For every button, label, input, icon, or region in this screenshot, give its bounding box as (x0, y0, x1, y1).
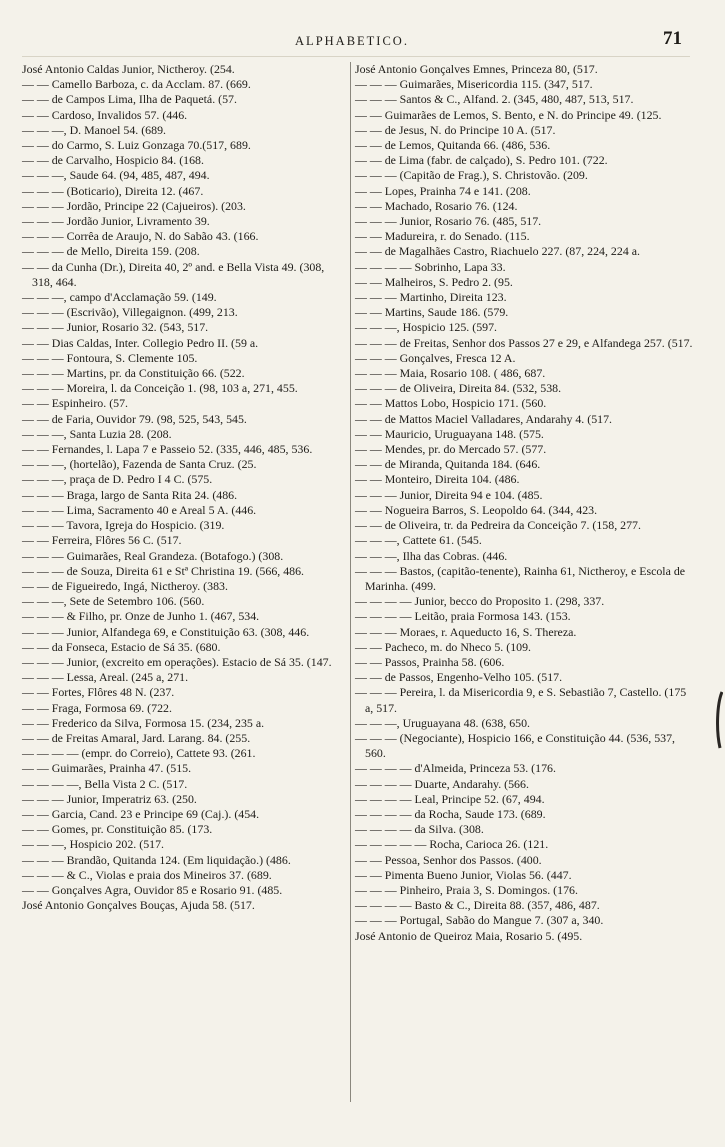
directory-entry: — — Mendes, pr. do Mercado 57. (577. (355, 442, 547, 457)
directory-entry: José Antonio de Queiroz Maia, Rosario 5. (495. (355, 928, 583, 943)
directory-entry: — — Passos, Prainha 58. (606. (355, 654, 505, 669)
directory-entry: — — Fernandes, l. Lapa 7 e Passeio 52. (335, 446, 485, 536. (22, 442, 313, 457)
directory-entry: — — Garcia, Cand. 23 e Principe 69 (Caj.). (454. (22, 806, 260, 821)
directory-entry: — — —, Santa Luzia 28. (208. (22, 426, 172, 441)
right-column (355, 62, 695, 944)
directory-entry: — — —, Hospicio 125. (597. (355, 320, 498, 335)
directory-entry: — — Martins, Saude 186. (579. (355, 305, 509, 320)
directory-entry: — — Pimenta Bueno Junior, Violas 56. (447. (355, 867, 572, 882)
directory-entry: — — — — (empr. do Correio), Cattete 93. (261. (22, 746, 256, 761)
directory-entry: — — — Maia, Rosario 108. ( 486, 687. (355, 366, 546, 381)
directory-entry: — — — — Basto & C., Direita 88. (357, 486, 487. (355, 898, 600, 913)
directory-entry: — — Espinheiro. (57. (22, 396, 129, 411)
directory-entry: — — Mattos Lobo, Hospicio 171. (560. (355, 396, 547, 411)
directory-entry: — — — Guimarães, Real Grandeza. (Botafogo.) (308. (22, 548, 284, 563)
column-divider (350, 62, 351, 1102)
directory-entry: — — Madureira, r. do Senado. (115. (355, 229, 530, 244)
directory-entry: — — da Cunha (Dr.), Direita 40, 2º and. e Bella Vista 49. (308, 318, 464. (22, 259, 325, 289)
directory-entry: — — — (Boticario), Direita 12. (467. (22, 183, 204, 198)
directory-entry: — — — Jordão, Principe 22 (Cajueiros). (203. (22, 198, 246, 213)
directory-entry: — — — Guimarães, Misericordia 115. (347, 517. (355, 77, 593, 92)
directory-entry: — — de Figueiredo, Ingá, Nictheroy. (383. (22, 578, 228, 593)
directory-entry: — — Gomes, pr. Constituição 85. (173. (22, 822, 213, 837)
directory-entry: — — do Carmo, S. Luiz Gonzaga 70.(517, 689. (22, 138, 251, 153)
directory-entry: — — — Moreira, l. da Conceição 1. (98, 103 a, 271, 455. (22, 381, 298, 396)
directory-entry: — — — de Souza, Direita 61 e Stª Christina 19. (566, 486. (22, 563, 305, 578)
directory-entry: — — — Braga, largo de Santa Rita 24. (486. (22, 487, 238, 502)
directory-entry: — — — Gonçalves, Fresca 12 A. (355, 350, 516, 365)
directory-entry: — — — — Leitão, praia Formosa 143. (153. (355, 609, 571, 624)
directory-entry: — — —, Saude 64. (94, 485, 487, 494. (22, 168, 210, 183)
directory-entry: — — — Pereira, l. da Misericordia 9, e S. Sebastião 7, Castello. (175 a, 517. (355, 685, 687, 715)
directory-entry: — — — Junior, Direita 94 e 104. (485. (355, 487, 543, 502)
directory-entry: — — —, Hospicio 202. (517. (22, 837, 165, 852)
directory-entry: — — da Fonseca, Estacio de Sá 35. (680. (22, 639, 221, 654)
directory-entry: — — — — d'Almeida, Princeza 53. (176. (355, 761, 556, 776)
running-title: ALPHABETICO. (295, 34, 409, 48)
directory-entry: — — Machado, Rosario 76. (124. (355, 198, 518, 213)
directory-entry: — — de Miranda, Quitanda 184. (646. (355, 457, 541, 472)
directory-entry: — — — — — Rocha, Carioca 26. (121. (355, 837, 549, 852)
directory-entry: — — Ferreira, Flôres 56 C. (517. (22, 533, 182, 548)
directory-entry: — — —, D. Manoel 54. (689. (22, 122, 166, 137)
directory-entry: — — Pacheco, m. do Nheco 5. (109. (355, 639, 532, 654)
directory-entry: — — — Portugal, Sabão do Mangue 7. (307 a, 340. (355, 913, 604, 928)
directory-entry: — — — Lima, Sacramento 40 e Areal 5 A. (446. (22, 502, 257, 517)
directory-entry: — — — Junior, (excreito em operações). Estacio de Sá 35. (147. (22, 654, 332, 669)
directory-entry: — — — — Leal, Principe 52. (67, 494. (355, 791, 545, 806)
directory-entry: — — — Lessa, Areal. (245 a, 271. (22, 670, 189, 685)
directory-entry: — — de Campos Lima, Ilha de Paquetá. (57. (22, 92, 237, 107)
directory-entry: — — — Tavora, Igreja do Hospicio. (319. (22, 518, 225, 533)
directory-entry: — — Frederico da Silva, Formosa 15. (234, 235 a. (22, 715, 265, 730)
directory-entry: — — — Moraes, r. Aqueducto 16, S. Thereza. (355, 624, 577, 639)
directory-entry: — — — Junior, Rosario 32. (543, 517. (22, 320, 209, 335)
directory-entry: — — — Martinho, Direita 123. (355, 290, 507, 305)
directory-entry: — — — & C., Violas e praia dos Mineiros 37. (689. (22, 867, 272, 882)
directory-entry: — — Lopes, Prainha 74 e 141. (208. (355, 183, 531, 198)
directory-entry: — — — Pinheiro, Praia 3, S. Domingos. (176. (355, 882, 578, 897)
directory-entry: — — — Junior, Rosario 76. (485, 517. (355, 214, 542, 229)
directory-entry: — — — (Capitão de Frag.), S. Christovão. (209. (355, 168, 588, 183)
directory-entry: — — de Mattos Maciel Valladares, Andarahy 4. (517. (355, 411, 613, 426)
directory-entry: — — —, Sete de Setembro 106. (560. (22, 594, 205, 609)
directory-entry: — — — — da Rocha, Saude 173. (689. (355, 806, 546, 821)
directory-entry: — — —, Ilha das Cobras. (446. (355, 548, 508, 563)
directory-entry: — — — de Freitas, Senhor dos Passos 27 e 29, e Alfandega 257. (517. (355, 335, 693, 350)
directory-entry: — — de Oliveira, tr. da Pedreira da Conceição 7. (158, 277. (355, 518, 641, 533)
directory-entry: — — — & Filho, pr. Onze de Junho 1. (467, 534. (22, 609, 260, 624)
directory-entry: — — Mauricio, Uruguayana 148. (575. (355, 426, 544, 441)
directory-entry: — — Gonçalves Agra, Ouvidor 85 e Rosario 91. (485. (22, 882, 283, 897)
directory-entry: — — —, (hortelão), Fazenda de Santa Cruz. (25. (22, 457, 257, 472)
directory-entry: — — — Santos & C., Alfand. 2. (345, 480, 487, 513, 517. (355, 92, 634, 107)
directory-entry: — — de Freitas Amaral, Jard. Larang. 84. (255. (22, 730, 251, 745)
directory-entry: — — Camello Barboza, c. da Acclam. 87. (669. (22, 77, 251, 92)
directory-entry: — — —, praça de D. Pedro I 4 C. (575. (22, 472, 213, 487)
directory-entry: — — — —, Bella Vista 2 C. (517. (22, 776, 188, 791)
directory-entry: — — — Junior, Imperatriz 63. (250. (22, 791, 197, 806)
directory-entry: — — Monteiro, Direita 104. (486. (355, 472, 520, 487)
directory-entry: — — — Brandão, Quitanda 124. (Em liquidação.) (486. (22, 852, 291, 867)
directory-entry: — — — de Mello, Direita 159. (208. (22, 244, 200, 259)
header-rule (22, 56, 690, 57)
page-number: 71 (663, 28, 682, 49)
directory-entry: — — de Passos, Engenho-Velho 105. (517. (355, 670, 563, 685)
directory-entry: — — Cardoso, Invalidos 57. (446. (22, 107, 188, 122)
directory-entry: — — de Faria, Ouvidor 79. (98, 525, 543, 545. (22, 411, 247, 426)
directory-entry: — — de Magalhães Castro, Riachuelo 227. (87, 224, 224 a. (355, 244, 640, 259)
directory-entry: — — — Bastos, (capitão-tenente), Rainha 61, Nictheroy, e Escola de Marinha. (499. (355, 563, 686, 593)
directory-entry: — — — — Sobrinho, Lapa 33. (355, 259, 506, 274)
directory-entry: — — — — da Silva. (308. (355, 822, 484, 837)
directory-entry: — — — Corrêa de Araujo, N. do Sabão 43. (166. (22, 229, 259, 244)
directory-entry: — — — de Oliveira, Direita 84. (532, 538. (355, 381, 562, 396)
directory-entry: — — Fraga, Formosa 69. (722. (22, 700, 172, 715)
directory-entry: — — — Jordão Junior, Livramento 39. (22, 214, 210, 229)
directory-entry: — — de Jesus, N. do Principe 10 A. (517. (355, 122, 556, 137)
directory-entry: — — Guimarães de Lemos, S. Bento, e N. do Principe 49. (125. (355, 107, 662, 122)
page-header (22, 30, 682, 52)
directory-entry: — — — Fontoura, S. Clemente 105. (22, 350, 198, 365)
directory-entry: — — —, campo d'Acclamação 59. (149. (22, 290, 217, 305)
directory-entry: — — —, Cattete 61. (545. (355, 533, 482, 548)
directory-entry: — — — Junior, Alfandega 69, e Constituição 63. (308, 446. (22, 624, 310, 639)
directory-entry: José Antonio Gonçalves Emnes, Princeza 80, (517. (355, 62, 598, 76)
directory-entry: — — de Carvalho, Hospicio 84. (168. (22, 153, 204, 168)
directory-entry: — — — (Escrivão), Villegaignon. (499, 213. (22, 305, 238, 320)
directory-entry: — — — — Duarte, Andarahy. (566. (355, 776, 529, 791)
directory-entry: — — de Lima (fabr. de calçado), S. Pedro 101. (722. (355, 153, 608, 168)
directory-entry: — — de Lemos, Quitanda 66. (486, 536. (355, 138, 551, 153)
directory-entry: — — Dias Caldas, Inter. Collegio Pedro II. (59 a. (22, 335, 259, 350)
directory-entry: — — —, Uruguayana 48. (638, 650. (355, 715, 531, 730)
page-edge-shadow (713, 690, 723, 750)
directory-entry: — — Nogueira Barros, S. Leopoldo 64. (344, 423. (355, 502, 598, 517)
directory-entry: — — — Martins, pr. da Constituição 66. (522. (22, 366, 245, 381)
directory-entry: — — — (Negociante), Hospicio 166, e Constituição 44. (536, 537, 560. (355, 730, 676, 761)
directory-entry: — — — — Junior, becco do Proposito 1. (298, 337. (355, 594, 605, 609)
directory-entry: — — Pessoa, Senhor dos Passos. (400. (355, 852, 542, 867)
directory-entry: — — Malheiros, S. Pedro 2. (95. (355, 274, 513, 289)
directory-entry: José Antonio Gonçalves Bouças, Ajuda 58. (517. (22, 898, 255, 913)
directory-entry: — — Fortes, Flôres 48 N. (237. (22, 685, 175, 700)
directory-entry: José Antonio Caldas Junior, Nictheroy. (254. (22, 62, 235, 76)
directory-entry: — — Guimarães, Prainha 47. (515. (22, 761, 192, 776)
left-column (22, 62, 348, 913)
